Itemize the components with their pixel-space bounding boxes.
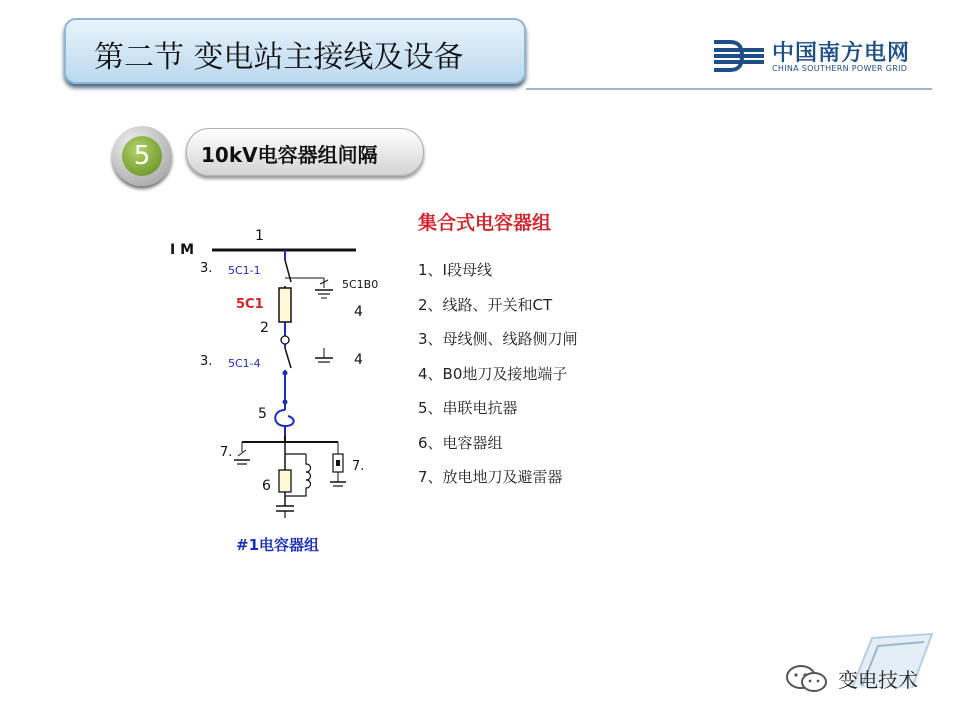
label-5: 5 [258,406,267,422]
breaker-5c1 [279,288,291,322]
header-rule [526,88,932,90]
wechat-icon [784,664,830,694]
label-4b: 4 [354,352,363,368]
series-reactor [275,410,293,436]
section-number-badge [112,126,172,186]
label-1: 1 [255,228,264,244]
legend-item: 7、放电地刀及避雷器 [418,468,563,486]
label-5c11: 5C1-1 [228,264,261,277]
label-2: 2 [260,320,269,336]
bus-label: I M [170,242,195,258]
legend-item: 5、串联电抗器 [418,399,518,417]
single-line-diagram [160,220,400,565]
legend-item: 4、B0地刀及接地端子 [418,364,568,383]
label-3b: 3. [200,354,213,369]
legend-item: 2、线路、开关和CT [418,295,553,314]
diagram-caption: #1电容器组 [236,536,320,554]
logo-name-cn: 中国南方电网 [772,41,911,66]
label-7a: 7. [220,445,233,460]
title-box [64,18,526,84]
legend-item: 3、母线侧、线路侧刀闸 [418,330,578,348]
section-number: 5 [122,136,162,176]
company-logo [712,34,952,78]
watermark [782,664,932,694]
label-7b: 7. [352,459,365,474]
section-title-pill [186,128,424,176]
legend-item: 1、Ⅰ段母线 [418,261,492,279]
legend-item: 6、电容器组 [418,433,503,452]
legend-title: 集合式电容器组 [418,212,552,234]
label-5c14: 5C1-4 [228,357,261,370]
label-breaker: 5C1 [236,297,264,312]
legend-list [418,258,578,500]
watermark-text: 变电技术 [838,668,918,692]
logo-name-en: CHINA SOUTHERN POWER GRID [772,64,908,73]
ct-symbol [281,336,289,344]
capacitor-bank [279,470,291,492]
label-5c1b0: 5C1B0 [342,278,379,291]
page-title: 第二节 变电站主接线及设备 [94,40,464,75]
label-4a: 4 [354,304,363,320]
label-6: 6 [262,478,271,494]
section-title: 10kV电容器组间隔 [201,143,378,167]
label-3a: 3. [200,261,213,276]
csg-logo-icon [712,34,768,78]
